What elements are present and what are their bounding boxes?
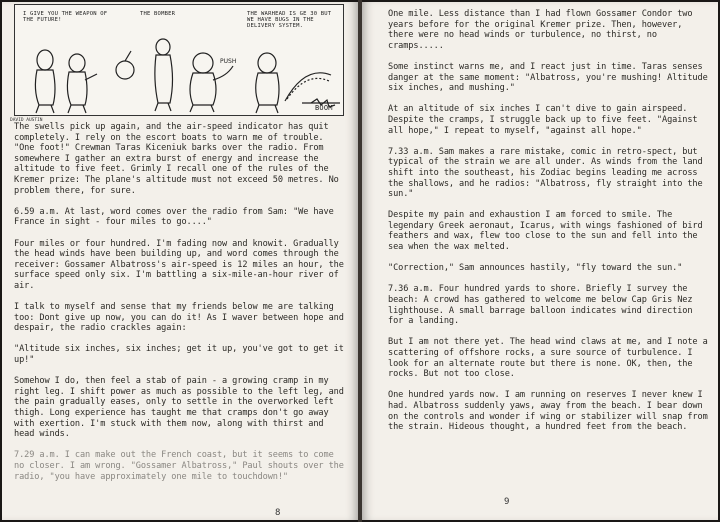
- left-paragraph: Somehow I do, then feel a stab of pain - a growing cramp in my right leg. I shift power as much as possible to the left leg, and the pain gradually eases, only to settle in the overworked left thigh. Long experience has taught me that cramps don't go away with exertion. I'm stuck with them now, along with thirst and head winds.: [14, 376, 344, 440]
- left-paragraph: 6.59 a.m. At last, word comes over the radio from Sam: "We have France in sight - four miles to go....": [14, 206, 334, 228]
- right-paragraph: But I am not there yet. The head wind claws at me, and I note a scattering of offshore rocks, a sure source of turbulence. I look for an alternate route but there is none. OK, then, the rocks. But not too close.: [388, 337, 708, 380]
- cartoon-caption-1: I GIVE YOU THE WEAPON OF THE FUTURE!: [23, 11, 108, 23]
- left-paragraph: Four miles or four hundred. I'm fading now and knowit. Gradually the head winds have been building up, and word comes through the receiver: Gossamer Albatross's air-speed is 12 miles an hour, the surface speed only six. I'm battling a six-mile-an-hour river of air.: [14, 238, 344, 291]
- right-paragraph: One hundred yards now. I am running on reserves I never knew I had. Albatross suddenly yaws, away from the beach. I bear down on the controls and wonder if wing or stabilizer will snap from the strain. Hideous thought, a hundred feet from the beach.: [388, 390, 708, 433]
- right-page: [362, 2, 718, 520]
- right-paragraph: One mile. Less distance than I had flown Gossamer Condor two years before for the original Kremer prize. Then, however, there were no head winds or turbulence, no thirst, no cramps.....: [388, 9, 693, 51]
- right-paragraph: "Correction," Sam announces hastily, "fly toward the sun.": [388, 263, 683, 274]
- left-page-text: [14, 122, 348, 482]
- left-paragraph: I talk to myself and sense that my friends below me are talking too: Dont give up now, you can do it! As I waver between hope and despair, the radio crackles again:: [14, 302, 344, 334]
- right-paragraph: At an altitude of six inches I can't dive to gain airspeed. Despite the cramps, I struggle back up to five feet. "Against all hope," I repeat to myself, "against all hope.": [388, 104, 698, 136]
- page-number-left: 8: [275, 508, 281, 518]
- right-paragraph: 7.33 a.m. Sam makes a rare mistake, comic in retro-spect, but typical of the strain we are all under. As winds from the land shift into the southeast, his Zodiac begins leading me across the shallows, and he radios: "Albatross, fly straight into the sun.": [388, 146, 703, 200]
- page-number-right: 9: [504, 497, 510, 507]
- left-paragraph: "Altitude six inches, six inches; get it up, you've got to get it up!": [14, 344, 344, 366]
- left-paragraph: The swells pick up again, and the air-speed indicator has quit completely. I rely on the escort boats to warn me of trouble. "One foot!" Crewman Taras Kiceniuk barks over the radio. From somewhere I gather an extra burst of energy and increase the altitude to five feet. Grimly I recall one of the rules of the Kremer prize: The plane's altitude must not exceed 50 metres. No problem there, for sure.: [14, 122, 339, 196]
- cartoon-credit: DAVID AUSTIN: [10, 118, 43, 123]
- svg-text:PUSH: PUSH: [220, 58, 237, 65]
- right-paragraph: Some instinct warns me, and I react just in time. Taras senses danger at the same moment: "Albatross, you're mushing! Altitude six inches, and mushing.": [388, 61, 708, 94]
- left-faded-paragraph: 7.29 a.m. I can make out the French coast, but it seems to come no closer. I am wrong. "Gossamer Albatross," Paul shouts over the radio, "you have approximately one mile to touchdown!": [14, 450, 344, 482]
- right-paragraph: 7.36 a.m. Four hundred yards to shore. Briefly I survey the beach: A crowd has gathered to welcome me below Cap Gris Nez lighthouse. A small barrage balloon indicates wind direction for a landing.: [388, 284, 693, 327]
- cartoon-caption-2: THE BOMBER: [140, 11, 176, 17]
- right-page-text: [388, 9, 710, 433]
- cartoon-sound-effect: BOOM: [315, 104, 333, 112]
- right-paragraph: Despite my pain and exhaustion I am forced to smile. The legendary Greek aeronaut, Icarus, with wings fashioned of bird feathers and wax, flew too close to the sun and fell into the sea when the wax melted.: [388, 210, 703, 253]
- left-page: [2, 2, 358, 520]
- cartoon-strip: [14, 4, 344, 116]
- cartoon-caption-3: THE WARHEAD IS GE 30 BUT WE HAVE BUGS IN THE DELIVERY SYSTEM.: [247, 11, 332, 29]
